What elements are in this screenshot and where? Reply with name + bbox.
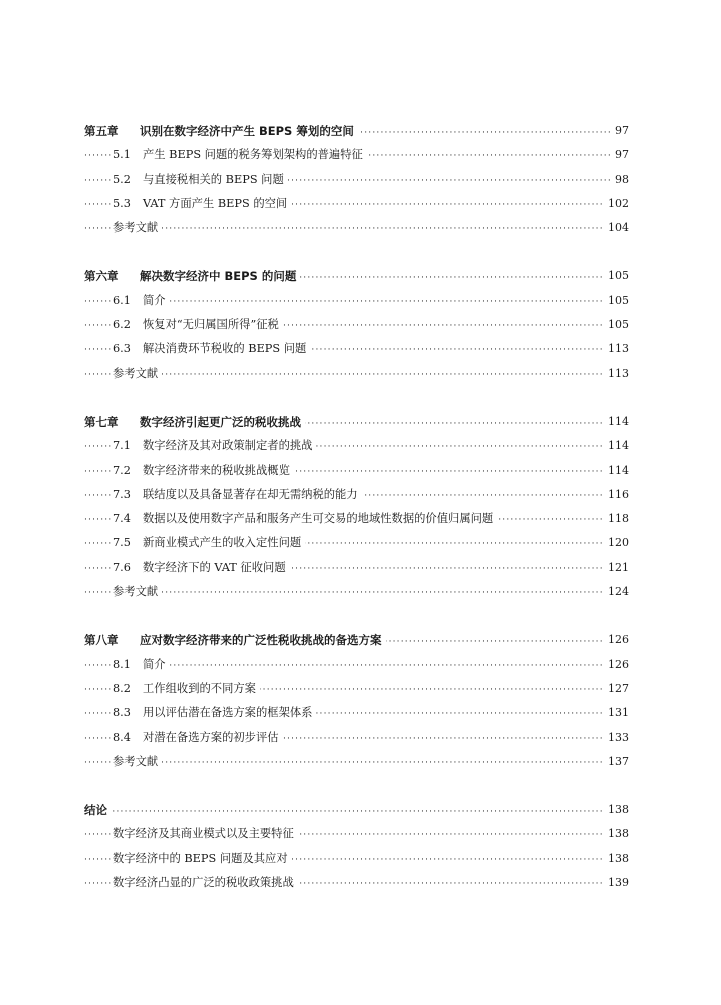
toc-section-entry[interactable] <box>0 337 721 361</box>
entry-label <box>84 410 305 434</box>
section-title: 数字经济带来的税收挑战概览 <box>143 463 290 477</box>
entry-label <box>113 822 298 846</box>
toc-section-entry[interactable] <box>0 701 721 725</box>
references-page-number: 124 <box>604 580 629 604</box>
toc-section-entry[interactable] <box>0 143 721 167</box>
section-page-number: 98 <box>611 168 629 192</box>
dot-leader <box>84 750 629 774</box>
chapter-title: 识别在数字经济中产生 BEPS 筹划的空间 <box>140 124 354 138</box>
toc-section-entry[interactable] <box>0 434 721 458</box>
section-title: 产生 BEPS 问题的税务筹划架构的普遍特征 <box>143 148 363 162</box>
section-number: 8.3 <box>113 706 131 720</box>
entry-label <box>113 192 291 216</box>
toc-section-entry[interactable] <box>0 726 721 750</box>
toc-section-entry[interactable] <box>0 507 721 531</box>
chapter-number: 第五章 <box>84 124 119 138</box>
section-title: 工作组收到的不同方案 <box>143 681 256 695</box>
section-page-number: 102 <box>604 192 629 216</box>
toc-chapter-entry[interactable] <box>0 628 721 652</box>
entry-label <box>113 216 162 240</box>
section-title: 简介 <box>143 293 166 307</box>
references-title: 参考文献 <box>113 366 159 380</box>
entry-label <box>113 531 305 555</box>
chapter-title: 数字经济引起更广泛的税收挑战 <box>140 414 301 429</box>
toc-section-entry[interactable] <box>0 653 721 677</box>
section-number: 6.2 <box>113 318 131 332</box>
toc-chapter-entry[interactable] <box>0 119 721 143</box>
conclusion-item-title: 数字经济中的 BEPS 问题及其应对 <box>113 851 288 865</box>
section-number: 7.4 <box>113 512 131 526</box>
section-page-number: 126 <box>604 653 629 677</box>
conclusion-page-number: 138 <box>604 798 629 822</box>
toc-section-entry[interactable] <box>0 556 721 580</box>
chapter-page-number: 114 <box>604 410 629 434</box>
toc-section-entry[interactable] <box>0 677 721 701</box>
entry-label <box>113 580 162 604</box>
section-title: 数字经济下的 VAT 征收问题 <box>143 560 286 574</box>
section-page-number: 97 <box>611 143 629 167</box>
entry-label <box>113 653 170 677</box>
toc-section-entry[interactable] <box>0 192 721 216</box>
dot-leader <box>84 798 629 822</box>
conclusion-title: 结论 <box>84 803 107 818</box>
chapter-page-number: 97 <box>611 119 629 143</box>
references-title: 参考文献 <box>113 221 159 235</box>
toc-references-entry[interactable] <box>0 750 721 774</box>
section-number: 7.1 <box>113 439 131 453</box>
toc-section-entry[interactable] <box>0 531 721 555</box>
section-number: 5.2 <box>113 172 131 186</box>
toc-chapter-entry[interactable] <box>0 410 721 434</box>
conclusion-item-title: 数字经济凸显的广泛的税收政策挑战 <box>113 876 294 890</box>
section-page-number: 127 <box>604 677 629 701</box>
toc-conclusion-item[interactable] <box>0 822 721 846</box>
dot-leader <box>84 362 629 386</box>
table-of-contents <box>0 119 721 895</box>
entry-label <box>113 337 310 361</box>
entry-label <box>113 847 292 871</box>
references-page-number: 104 <box>604 216 629 240</box>
section-page-number: 113 <box>604 337 629 361</box>
toc-section-entry[interactable] <box>0 313 721 337</box>
entry-label <box>113 434 316 458</box>
toc-references-entry[interactable] <box>0 580 721 604</box>
chapter-number: 第七章 <box>84 414 119 429</box>
chapter-title: 应对数字经济带来的广泛性税收挑战的备选方案 <box>140 633 382 648</box>
section-page-number: 105 <box>604 289 629 313</box>
section-title: 联结度以及具备显著存在却无需纳税的能力 <box>143 487 358 501</box>
entry-label <box>113 168 288 192</box>
chapter-number: 第八章 <box>84 633 119 648</box>
entry-label <box>84 264 300 288</box>
entry-label <box>113 871 298 895</box>
group-gap <box>0 386 721 410</box>
section-page-number: 114 <box>604 459 629 483</box>
section-title: 数字经济及其对政策制定者的挑战 <box>143 439 313 453</box>
toc-references-entry[interactable] <box>0 216 721 240</box>
toc-references-entry[interactable] <box>0 362 721 386</box>
conclusion-item-page-number: 138 <box>604 822 629 846</box>
entry-label <box>113 483 362 507</box>
section-page-number: 120 <box>604 531 629 555</box>
entry-label <box>113 726 283 750</box>
references-page-number: 113 <box>604 362 629 386</box>
toc-section-entry[interactable] <box>0 289 721 313</box>
section-title: 数据以及使用数字产品和服务产生可交易的地域性数据的价值归属问题 <box>143 512 494 526</box>
entry-label <box>113 289 170 313</box>
entry-label <box>113 701 316 725</box>
section-number: 8.1 <box>113 657 131 671</box>
entry-label <box>113 313 283 337</box>
toc-conclusion-item[interactable] <box>0 871 721 895</box>
section-page-number: 105 <box>604 313 629 337</box>
entry-label <box>84 119 358 143</box>
section-number: 7.6 <box>113 560 131 574</box>
conclusion-item-title: 数字经济及其商业模式以及主要特征 <box>113 827 294 841</box>
section-number: 8.2 <box>113 681 131 695</box>
toc-conclusion-item[interactable] <box>0 847 721 871</box>
group-gap <box>0 774 721 798</box>
entry-label <box>113 143 367 167</box>
toc-conclusion-entry[interactable] <box>0 798 721 822</box>
toc-section-entry[interactable] <box>0 483 721 507</box>
group-gap <box>0 604 721 628</box>
group-gap <box>0 240 721 264</box>
section-number: 6.3 <box>113 342 131 356</box>
section-number: 6.1 <box>113 293 131 307</box>
chapter-page-number: 105 <box>604 264 629 288</box>
section-title: 新商业模式产生的收入定性问题 <box>143 536 302 550</box>
section-page-number: 118 <box>604 507 629 531</box>
section-page-number: 114 <box>604 434 629 458</box>
section-number: 5.3 <box>113 196 131 210</box>
section-title: VAT 方面产生 BEPS 的空间 <box>143 196 288 210</box>
section-title: 解决消费环节税收的 BEPS 问题 <box>143 342 307 356</box>
conclusion-item-page-number: 139 <box>604 871 629 895</box>
chapter-page-number: 126 <box>604 628 629 652</box>
toc-section-entry[interactable] <box>0 168 721 192</box>
entry-label <box>113 750 162 774</box>
section-number: 7.3 <box>113 487 131 501</box>
section-number: 8.4 <box>113 730 131 744</box>
chapter-number: 第六章 <box>84 269 119 284</box>
entry-label <box>84 628 386 652</box>
entry-label <box>113 459 294 483</box>
section-number: 5.1 <box>113 148 131 162</box>
section-title: 用以评估潜在备选方案的框架体系 <box>143 706 313 720</box>
conclusion-item-page-number: 138 <box>604 847 629 871</box>
section-title: 对潜在备选方案的初步评估 <box>143 730 279 744</box>
section-page-number: 121 <box>604 556 629 580</box>
references-page-number: 137 <box>604 750 629 774</box>
toc-chapter-entry[interactable] <box>0 264 721 288</box>
entry-label <box>113 507 497 531</box>
section-number: 7.2 <box>113 463 131 477</box>
entry-label <box>113 556 290 580</box>
section-title: 恢复对“无归属国所得”征税 <box>143 318 279 332</box>
dot-leader <box>84 580 629 604</box>
section-title: 简介 <box>143 657 166 671</box>
section-page-number: 131 <box>604 701 629 725</box>
references-title: 参考文献 <box>113 585 159 599</box>
entry-label <box>113 677 260 701</box>
chapter-title: 解决数字经济中 BEPS 的问题 <box>140 269 297 284</box>
entry-label <box>113 362 162 386</box>
toc-section-entry[interactable] <box>0 459 721 483</box>
section-page-number: 133 <box>604 726 629 750</box>
section-number: 7.5 <box>113 536 131 550</box>
entry-label <box>84 798 111 822</box>
references-title: 参考文献 <box>113 754 159 768</box>
dot-leader <box>84 216 629 240</box>
section-page-number: 116 <box>604 483 629 507</box>
section-title: 与直接税相关的 BEPS 问题 <box>143 172 284 186</box>
